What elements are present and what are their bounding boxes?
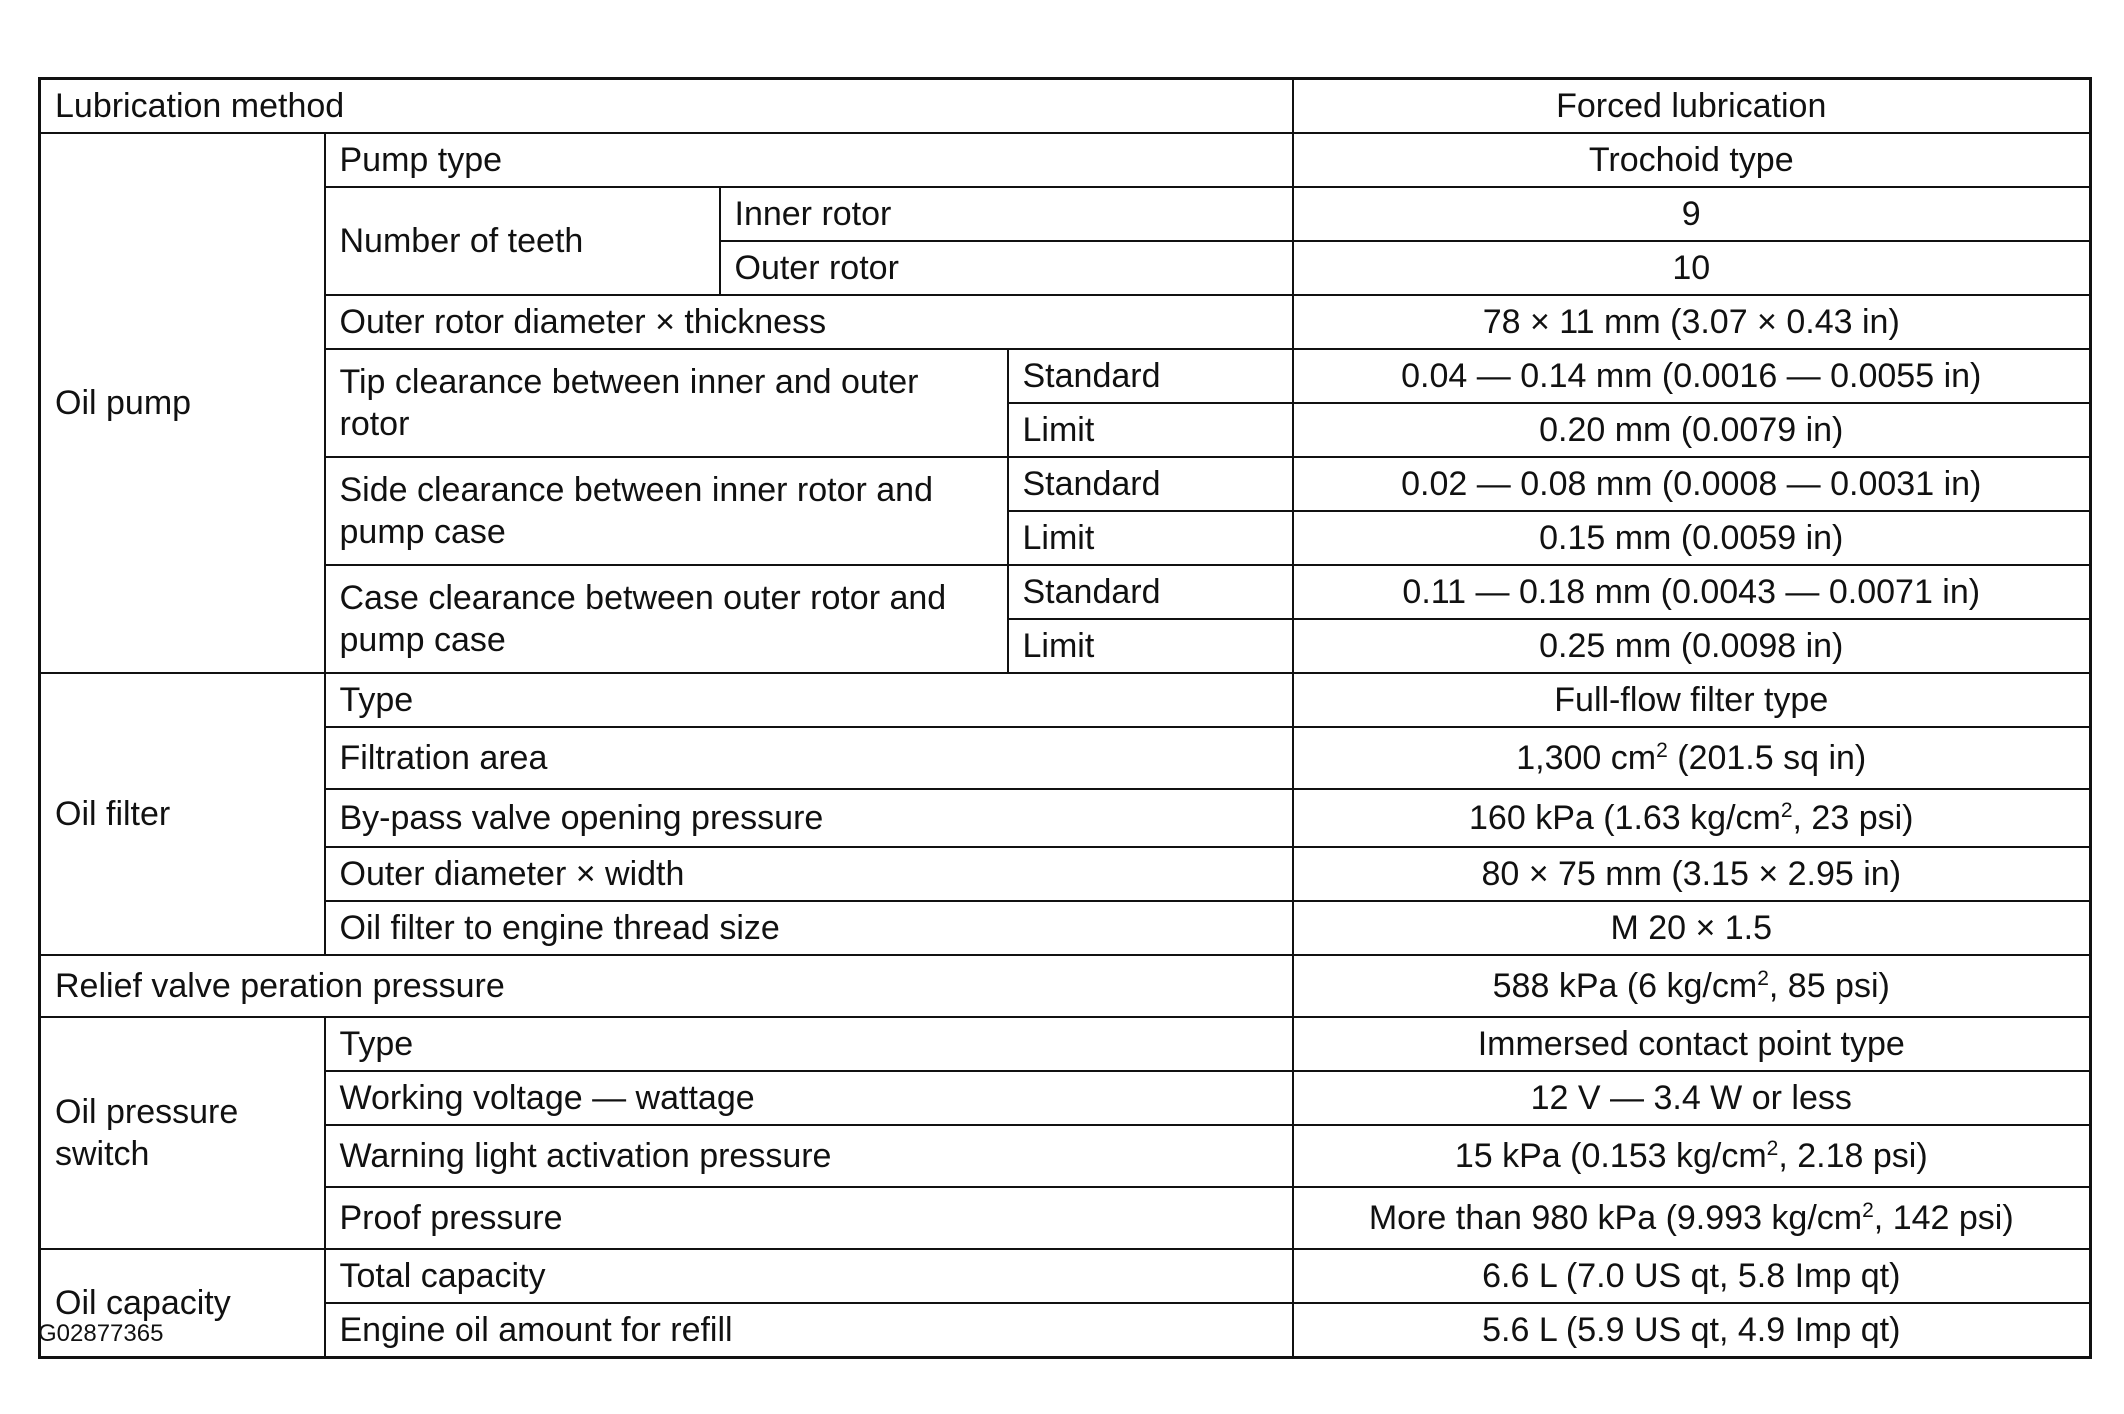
tip-clearance-limit-label: Limit bbox=[1008, 403, 1293, 457]
oil-filter-group-label: Oil filter bbox=[40, 673, 325, 955]
case-clearance-standard-value: 0.11 — 0.18 mm (0.0043 — 0.0071 in) bbox=[1293, 565, 2091, 619]
filtration-area-value: 1,300 $cm^2$ (201.5 sq in) bbox=[1293, 727, 2091, 789]
table-row bbox=[40, 847, 2091, 901]
oil-filter-type-value: Full-flow filter type bbox=[1293, 673, 2091, 727]
case-clearance-label: Case clearance between outer rotor and pump case bbox=[325, 565, 1008, 673]
working-voltage-label: Working voltage — wattage bbox=[325, 1071, 1293, 1125]
refill-amount-value: 5.6 L (5.9 US qt, 4.9 Imp qt) bbox=[1293, 1303, 2091, 1358]
side-clearance-standard-value: 0.02 — 0.08 mm (0.0008 — 0.0031 in) bbox=[1293, 457, 2091, 511]
case-clearance-limit-value: 0.25 mm (0.0098 in) bbox=[1293, 619, 2091, 673]
bypass-valve-label: By-pass valve opening pressure bbox=[325, 789, 1293, 847]
refill-amount-label: Engine oil amount for refill bbox=[325, 1303, 1293, 1358]
bypass-valve-value: 160 kPa (1.63 $kg/cm^2$, 23 psi) bbox=[1293, 789, 2091, 847]
outer-rotor-value: 10 bbox=[1293, 241, 2091, 295]
outer-rotor-dimensions-value: 78 × 11 mm (3.07 × 0.43 in) bbox=[1293, 295, 2091, 349]
table-row bbox=[40, 955, 2091, 1017]
case-clearance-limit-label: Limit bbox=[1008, 619, 1293, 673]
switch-type-label: Type bbox=[325, 1017, 1293, 1071]
table-row bbox=[40, 295, 2091, 349]
side-clearance-limit-label: Limit bbox=[1008, 511, 1293, 565]
side-clearance-standard-label: Standard bbox=[1008, 457, 1293, 511]
oil-capacity-group-label: Oil capacity bbox=[40, 1249, 325, 1358]
table-row bbox=[40, 133, 2091, 187]
table-row bbox=[40, 727, 2091, 789]
table-row bbox=[40, 565, 2091, 619]
table-row bbox=[40, 1125, 2091, 1187]
oil-filter-type-label: Type bbox=[325, 673, 1293, 727]
table-row bbox=[40, 457, 2091, 511]
thread-size-value: M 20 × 1.5 bbox=[1293, 901, 2091, 955]
warning-light-value: 15 kPa (0.153 $kg/cm^2$, 2.18 psi) bbox=[1293, 1125, 2091, 1187]
total-capacity-label: Total capacity bbox=[325, 1249, 1293, 1303]
pump-type-value: Trochoid type bbox=[1293, 133, 2091, 187]
case-clearance-standard-label: Standard bbox=[1008, 565, 1293, 619]
lubrication-method-label: Lubrication method bbox=[40, 79, 1293, 134]
working-voltage-value: 12 V — 3.4 W or less bbox=[1293, 1071, 2091, 1125]
figure-id: G02877365 bbox=[38, 1320, 164, 1347]
filter-dimensions-value: 80 × 75 mm (3.15 × 2.95 in) bbox=[1293, 847, 2091, 901]
table-row bbox=[40, 1303, 2091, 1358]
relief-valve-label: Relief valve peration pressure bbox=[40, 955, 1293, 1017]
outer-rotor-label: Outer rotor bbox=[720, 241, 1293, 295]
lubrication-method-value: Forced lubrication bbox=[1293, 79, 2091, 134]
inner-rotor-label: Inner rotor bbox=[720, 187, 1293, 241]
proof-pressure-value: More than 980 kPa (9.993 $kg/cm^2$, 142 psi) bbox=[1293, 1187, 2091, 1249]
table-row bbox=[40, 79, 2091, 134]
table-row bbox=[40, 1017, 2091, 1071]
table-row bbox=[40, 789, 2091, 847]
thread-size-label: Oil filter to engine thread size bbox=[325, 901, 1293, 955]
lubrication-spec-table bbox=[38, 77, 2092, 1359]
table-row bbox=[40, 1249, 2091, 1303]
side-clearance-label: Side clearance between inner rotor and pump case bbox=[325, 457, 1008, 565]
table-row bbox=[40, 349, 2091, 403]
tip-clearance-label: Tip clearance between inner and outer rotor bbox=[325, 349, 1008, 457]
table-row bbox=[40, 1071, 2091, 1125]
switch-type-value: Immersed contact point type bbox=[1293, 1017, 2091, 1071]
table-row bbox=[40, 187, 2091, 241]
table-row bbox=[40, 901, 2091, 955]
filter-dimensions-label: Outer diameter × width bbox=[325, 847, 1293, 901]
proof-pressure-label: Proof pressure bbox=[325, 1187, 1293, 1249]
tip-clearance-standard-label: Standard bbox=[1008, 349, 1293, 403]
filtration-area-label: Filtration area bbox=[325, 727, 1293, 789]
warning-light-label: Warning light activation pressure bbox=[325, 1125, 1293, 1187]
inner-rotor-value: 9 bbox=[1293, 187, 2091, 241]
side-clearance-limit-value: 0.15 mm (0.0059 in) bbox=[1293, 511, 2091, 565]
pump-type-label: Pump type bbox=[325, 133, 1293, 187]
number-of-teeth-label: Number of teeth bbox=[325, 187, 720, 295]
total-capacity-value: 6.6 L (7.0 US qt, 5.8 Imp qt) bbox=[1293, 1249, 2091, 1303]
oil-pressure-switch-group-label: Oil pressure switch bbox=[40, 1017, 325, 1249]
table-row bbox=[40, 1187, 2091, 1249]
tip-clearance-limit-value: 0.20 mm (0.0079 in) bbox=[1293, 403, 2091, 457]
relief-valve-value: 588 kPa (6 $kg/cm^2$, 85 psi) bbox=[1293, 955, 2091, 1017]
outer-rotor-dimensions-label: Outer rotor diameter × thickness bbox=[325, 295, 1293, 349]
tip-clearance-standard-value: 0.04 — 0.14 mm (0.0016 — 0.0055 in) bbox=[1293, 349, 2091, 403]
table-row bbox=[40, 673, 2091, 727]
oil-pump-group-label: Oil pump bbox=[40, 133, 325, 673]
